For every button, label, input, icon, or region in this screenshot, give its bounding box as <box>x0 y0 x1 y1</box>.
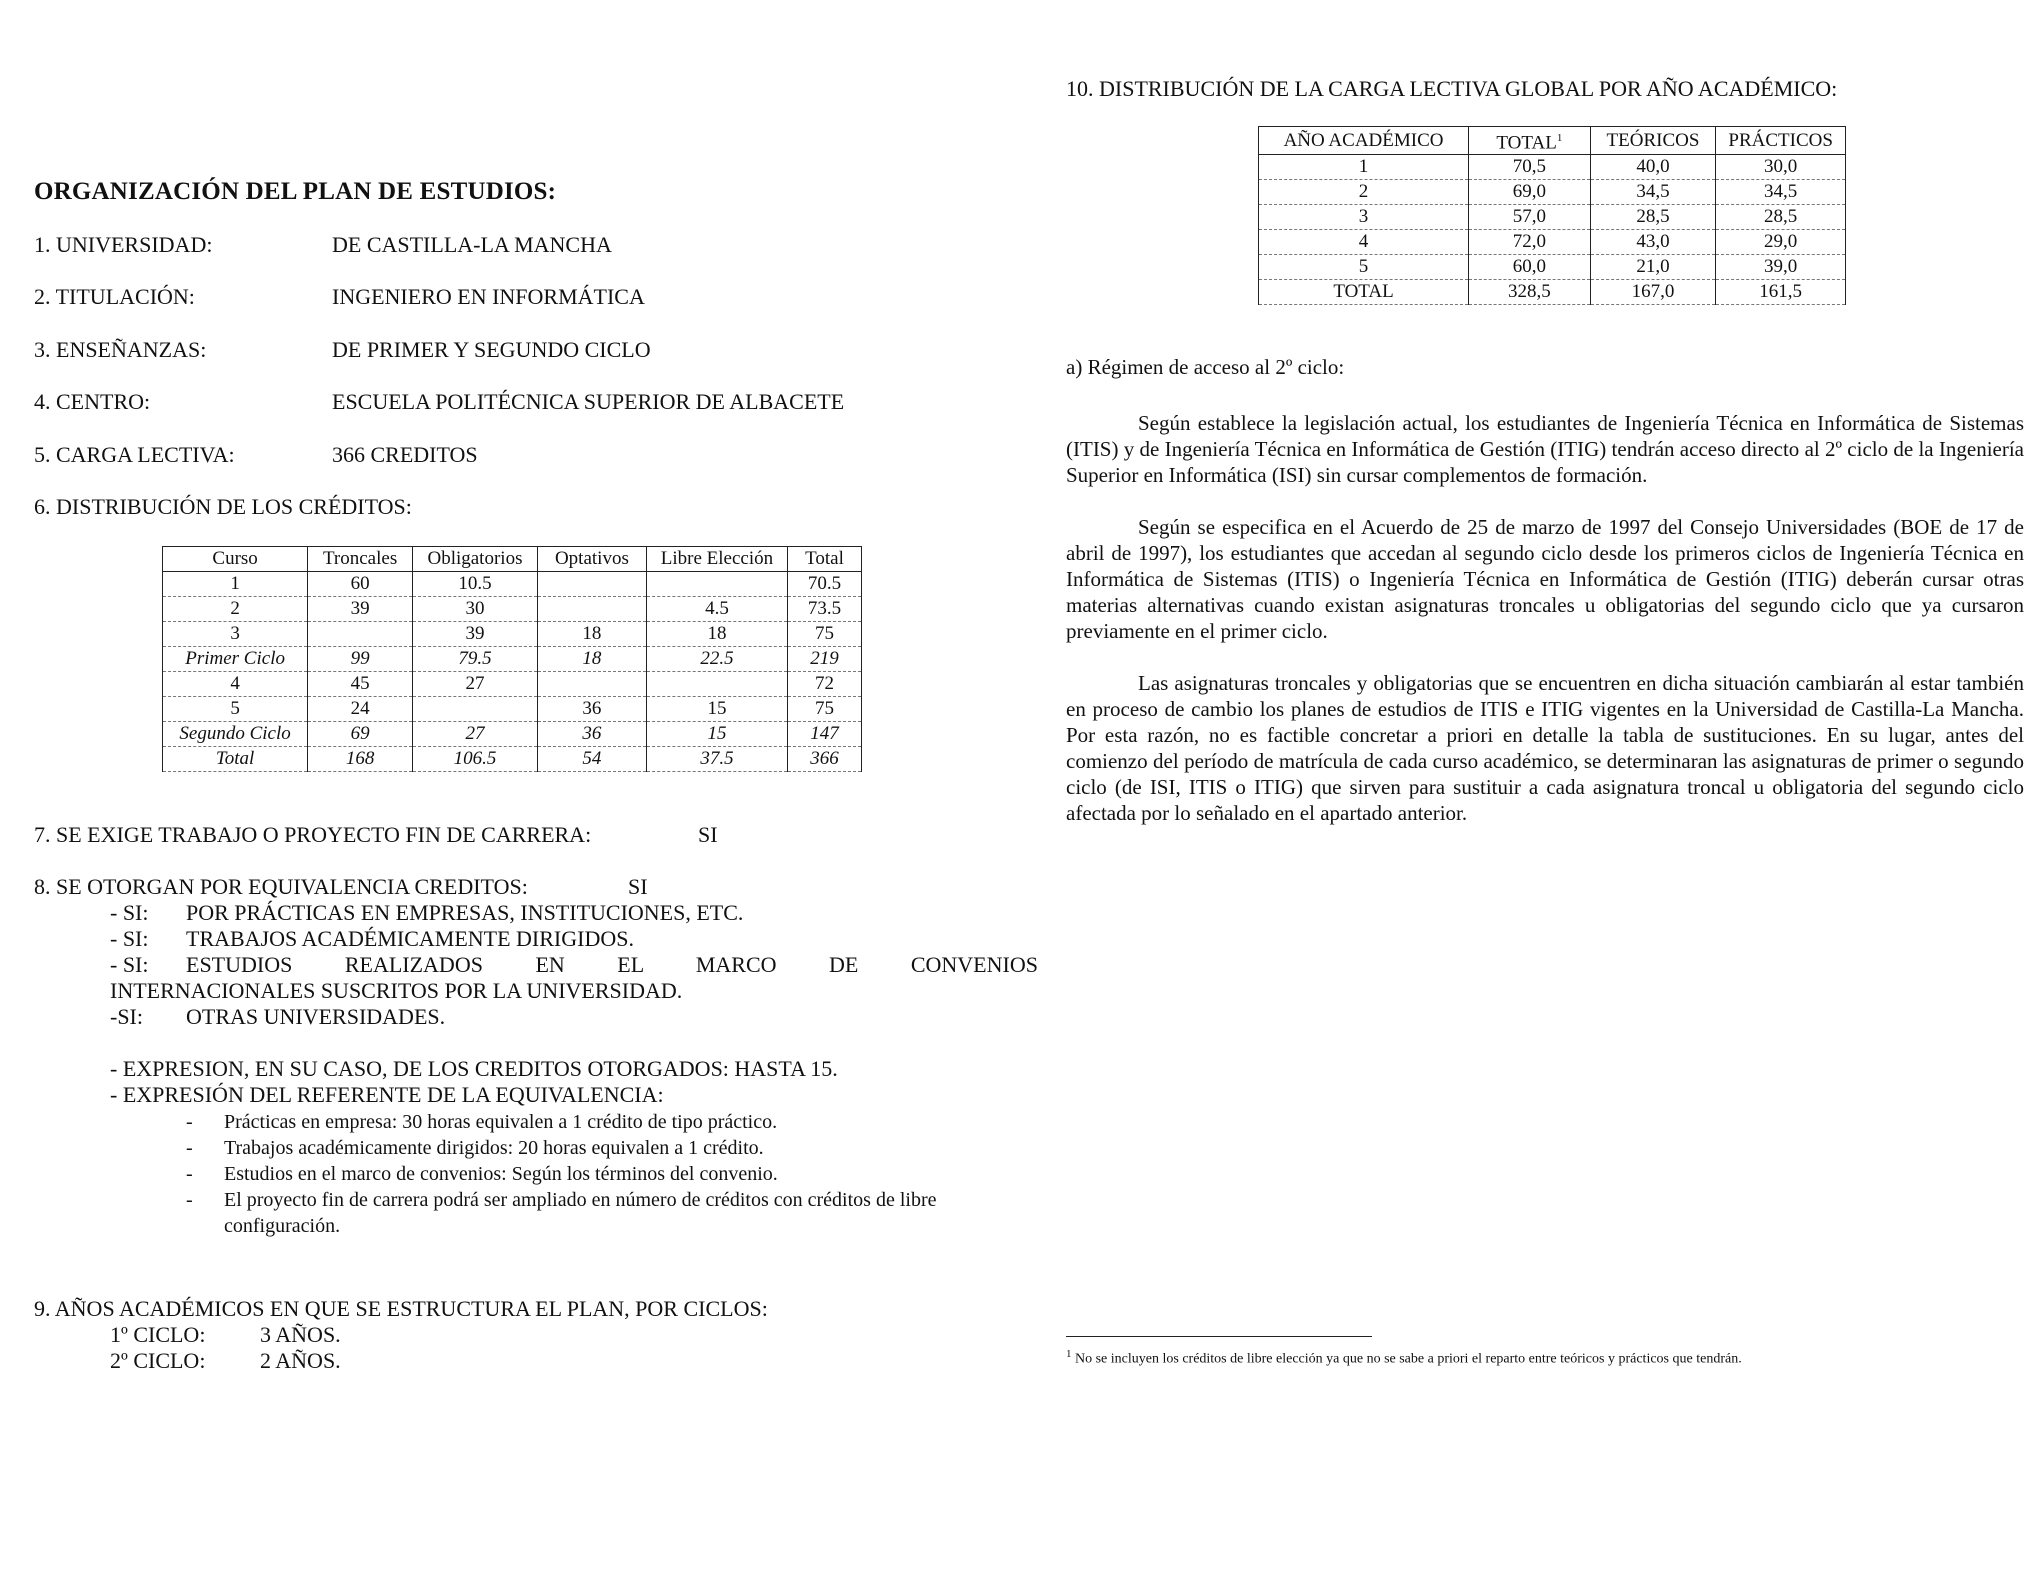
table-cell: 37.5 <box>646 747 787 772</box>
table-cell: 60,0 <box>1469 255 1591 280</box>
cycle-2-value: 2 AÑOS. <box>260 1348 341 1373</box>
table-cell: 34,5 <box>1716 180 1846 205</box>
table-cell: 2 <box>163 597 308 622</box>
col-header <box>1469 127 1591 155</box>
list-item <box>110 900 1020 926</box>
list-item <box>110 978 1020 1004</box>
table-row <box>163 647 862 672</box>
col-header-text: TOTAL <box>1496 132 1557 154</box>
credits-table-body <box>163 572 862 772</box>
table-cell: 2 <box>1259 180 1469 205</box>
table-cell: 39 <box>308 597 413 622</box>
table-cell: 5 <box>163 697 308 722</box>
footnote <box>1066 1348 1742 1368</box>
footnote-text: No se incluyen los créditos de libre elección ya que no se sabe a priori el reparto entre teóricos y prácticos que tendrán. <box>1075 1351 1742 1367</box>
table-cell <box>537 672 646 697</box>
table-row <box>163 722 862 747</box>
paragraph: Según establece la legislación actual, los estudiantes de Ingeniería Técnica en Informática de Sistemas (ITIS) y de Ingeniería Técnica en Informática de Gestión (ITIG) tendrán acceso directo al 2º ciclo de la Ingeniería Superior en Informática (ISI) sin cursar complementos de formación. <box>1066 411 2024 487</box>
table-cell: 69 <box>308 722 413 747</box>
s8-label: 8. SE OTORGAN POR EQUIVALENCIA CREDITOS: <box>34 874 528 899</box>
item-value: DE PRIMER Y SEGUNDO CICLO <box>332 337 651 362</box>
table-cell: 43,0 <box>1590 230 1716 255</box>
cycle-1-value: 3 AÑOS. <box>260 1322 341 1347</box>
table-cell: 21,0 <box>1590 255 1716 280</box>
table-cell: TOTAL <box>1259 280 1469 305</box>
item-text: INTERNACIONALES SUSCRITOS POR LA UNIVERSIDAD. <box>110 978 683 1003</box>
item-label: 1. UNIVERSIDAD: <box>34 232 213 257</box>
table-cell: 27 <box>413 672 538 697</box>
table-cell: 18 <box>646 622 787 647</box>
item-text: ESTUDIOS REALIZADOS EN EL MARCO DE CONVENIOS <box>186 952 1038 977</box>
table-cell <box>646 672 787 697</box>
s8-value: SI <box>628 874 648 899</box>
paragraph: Las asignaturas troncales y obligatorias que se encuentren en dicha situación cambiarán al estar también en proceso de cambio los planes de estudios de ITIS e ITIG vigentes en la Universidad de Castilla-La Mancha. Por esta razón, no es factible concretar a priori en detalle la tabla de sustituciones. En su lugar, antes del comienzo del período de matrícula de cada curso académico, se determinaran las asignaturas de primer o segundo ciclo (de ISI, ITIS o ITIG) que sirven para sustituir a cada asignatura troncal u obligatoria del segundo ciclo afectada por lo señalado en el apartado anterior. <box>1066 671 2024 825</box>
table-cell: 4.5 <box>646 597 787 622</box>
list-item: - Prácticas en empresa: 30 horas equivalen a 1 crédito de tipo práctico. <box>186 1109 1026 1135</box>
item-prefix: - SI: <box>110 900 149 925</box>
item-value: ESCUELA POLITÉCNICA SUPERIOR DE ALBACETE <box>332 389 845 414</box>
table-cell <box>308 622 413 647</box>
table-cell <box>537 597 646 622</box>
item-value: DE CASTILLA-LA MANCHA <box>332 232 612 257</box>
item-text: POR PRÁCTICAS EN EMPRESAS, INSTITUCIONES, ETC. <box>186 900 744 925</box>
footnote-rule <box>1066 1336 1372 1337</box>
table-cell: 5 <box>1259 255 1469 280</box>
table-header-row <box>1259 127 1846 155</box>
table-cell: 72 <box>788 672 862 697</box>
table-cell: Segundo Ciclo <box>163 722 308 747</box>
table-cell: 75 <box>788 697 862 722</box>
table-row <box>1259 155 1846 180</box>
table-cell: 22.5 <box>646 647 787 672</box>
table-cell: 167,0 <box>1590 280 1716 305</box>
list-item: - Estudios en el marco de convenios: Según los términos del convenio. <box>186 1161 1026 1187</box>
table-cell: 60 <box>308 572 413 597</box>
table-cell: 40,0 <box>1590 155 1716 180</box>
table-cell: 3 <box>1259 205 1469 230</box>
table-cell: 15 <box>646 722 787 747</box>
table-cell: 328,5 <box>1469 280 1591 305</box>
list-item <box>110 926 1020 952</box>
table-cell: 18 <box>537 647 646 672</box>
table-cell: 73.5 <box>788 597 862 622</box>
reference-bullets <box>186 1109 1026 1239</box>
col-header: Troncales <box>308 547 413 572</box>
credits-table <box>162 546 862 772</box>
item-text: OTRAS UNIVERSIDADES. <box>186 1004 446 1029</box>
table-header-row <box>163 547 862 572</box>
s7-label: 7. SE EXIGE TRABAJO O PROYECTO FIN DE CARRERA: <box>34 822 592 847</box>
table-row <box>1259 255 1846 280</box>
table-row <box>1259 180 1846 205</box>
cycle-1-label: 1º CICLO: <box>110 1322 206 1347</box>
table-cell: 36 <box>537 722 646 747</box>
access-title: a) Régimen de acceso al 2º ciclo: <box>1066 355 1345 379</box>
table-cell: 30 <box>413 597 538 622</box>
table-cell: 147 <box>788 722 862 747</box>
table-cell: 54 <box>537 747 646 772</box>
table-cell: 24 <box>308 697 413 722</box>
table-cell: 161,5 <box>1716 280 1846 305</box>
item-label: 4. CENTRO: <box>34 389 151 414</box>
list-item: - Trabajos académicamente dirigidos: 20 horas equivalen a 1 crédito. <box>186 1135 1026 1161</box>
table-row <box>163 697 862 722</box>
table-row <box>163 747 862 772</box>
footnote-marker: 1 <box>1556 132 1563 144</box>
table-row <box>163 572 862 597</box>
table-row <box>1259 230 1846 255</box>
s7-value: SI <box>698 822 718 847</box>
paragraph: Según se especifica en el Acuerdo de 25 de marzo de 1997 del Consejo Universidades (BOE de 17 de abril de 1997), los estudiantes que accedan al segundo ciclo desde los primeros ciclos de Ingeniería Técnica en Informática de Sistemas (ITIS) o Ingeniería Técnica en Informática de Gestión (ITIG) deberán cursar otras materias alternativas cuando existan asignaturas troncales u obligatorias del segundo ciclo que ya cursaron previamente en el primer ciclo. <box>1066 515 2024 643</box>
table-cell: 70,5 <box>1469 155 1591 180</box>
list-item <box>110 1004 1020 1030</box>
col-header: Optativos <box>537 547 646 572</box>
table-cell: 1 <box>1259 155 1469 180</box>
table-cell: Primer Ciclo <box>163 647 308 672</box>
item-prefix: -SI: <box>110 1004 143 1029</box>
item-label: 3. ENSEÑANZAS: <box>34 337 207 362</box>
table-cell: 28,5 <box>1716 205 1846 230</box>
table-cell: 39 <box>413 622 538 647</box>
col-header: AÑO ACADÉMICO <box>1259 127 1469 155</box>
table-row <box>163 622 862 647</box>
table-cell: 30,0 <box>1716 155 1846 180</box>
plan-title: ORGANIZACIÓN DEL PLAN DE ESTUDIOS: <box>34 178 557 205</box>
s9-title: 9. AÑOS ACADÉMICOS EN QUE SE ESTRUCTURA EL PLAN, POR CICLOS: <box>34 1296 768 1321</box>
table-cell: 219 <box>788 647 862 672</box>
table-cell: Total <box>163 747 308 772</box>
table-cell: 99 <box>308 647 413 672</box>
table-cell: 75 <box>788 622 862 647</box>
load-table-body <box>1259 155 1846 305</box>
list-item <box>110 952 1038 978</box>
table-cell: 106.5 <box>413 747 538 772</box>
table-cell: 28,5 <box>1590 205 1716 230</box>
item-prefix: - SI: <box>110 926 149 951</box>
col-header: Curso <box>163 547 308 572</box>
table-cell: 1 <box>163 572 308 597</box>
table-cell: 18 <box>537 622 646 647</box>
reference-expression: - EXPRESIÓN DEL REFERENTE DE LA EQUIVALENCIA: <box>110 1082 664 1107</box>
table-cell <box>413 697 538 722</box>
table-cell: 10.5 <box>413 572 538 597</box>
table-cell: 168 <box>308 747 413 772</box>
table-cell: 70.5 <box>788 572 862 597</box>
col-header: PRÁCTICOS <box>1716 127 1846 155</box>
cycle-2-label: 2º CICLO: <box>110 1348 206 1373</box>
col-header: Total <box>788 547 862 572</box>
item-label: 5. CARGA LECTIVA: <box>34 442 235 467</box>
col-header: Obligatorios <box>413 547 538 572</box>
col-header: TEÓRICOS <box>1590 127 1716 155</box>
list-item: - El proyecto fin de carrera podrá ser ampliado en número de créditos con créditos de libre configuración. <box>186 1187 1026 1239</box>
item-value: INGENIERO EN INFORMÁTICA <box>332 284 645 309</box>
item-value: 366 CREDITOS <box>332 442 478 467</box>
equivalence-list <box>110 900 1038 1030</box>
table-cell: 29,0 <box>1716 230 1846 255</box>
s10-title: 10. DISTRIBUCIÓN DE LA CARGA LECTIVA GLOBAL POR AÑO ACADÉMICO: <box>1066 76 1838 101</box>
table-cell: 72,0 <box>1469 230 1591 255</box>
table-cell: 27 <box>413 722 538 747</box>
table-row <box>163 672 862 697</box>
table-cell: 34,5 <box>1590 180 1716 205</box>
table-cell: 15 <box>646 697 787 722</box>
col-header: Libre Elección <box>646 547 787 572</box>
distribution-title: 6. DISTRIBUCIÓN DE LOS CRÉDITOS: <box>34 494 412 519</box>
load-table <box>1258 126 1846 305</box>
item-text: TRABAJOS ACADÉMICAMENTE DIRIGIDOS. <box>186 926 634 951</box>
credits-expression: - EXPRESION, EN SU CASO, DE LOS CREDITOS OTORGADOS: HASTA 15. <box>110 1056 838 1081</box>
table-cell <box>537 572 646 597</box>
table-cell <box>646 572 787 597</box>
table-cell: 45 <box>308 672 413 697</box>
table-cell: 69,0 <box>1469 180 1591 205</box>
table-row <box>163 597 862 622</box>
table-cell: 79.5 <box>413 647 538 672</box>
table-cell: 36 <box>537 697 646 722</box>
table-row <box>1259 280 1846 305</box>
item-label: 2. TITULACIÓN: <box>34 284 195 309</box>
table-cell: 57,0 <box>1469 205 1591 230</box>
table-cell: 4 <box>1259 230 1469 255</box>
item-prefix: - SI: <box>110 952 149 977</box>
table-row <box>1259 205 1846 230</box>
table-cell: 39,0 <box>1716 255 1846 280</box>
footnote-number: 1 <box>1066 1348 1072 1360</box>
table-cell: 366 <box>788 747 862 772</box>
table-cell: 4 <box>163 672 308 697</box>
table-cell: 3 <box>163 622 308 647</box>
